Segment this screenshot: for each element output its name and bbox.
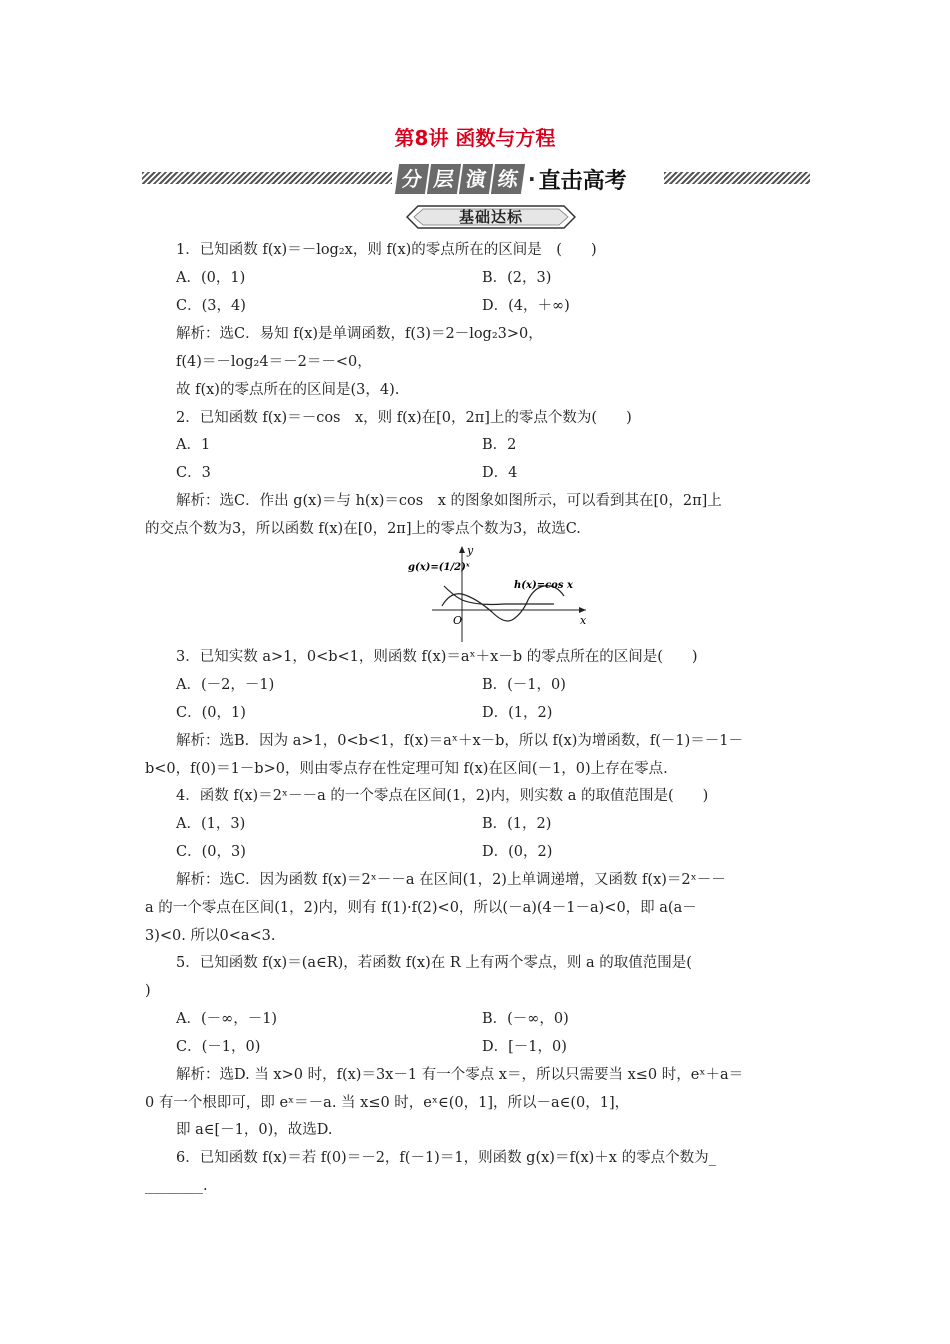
q2-solution-line: 的交点个数为3，所以函数 f(x)在[0，2π]上的零点个数为3，故选C. [145,521,581,537]
q3-solution-line: 解析：选B．因为 a>1，0<b<1，f(x)＝aˣ＋x－b，所以 f(x)为增函数，f(－1)＝－1－ [176,733,744,749]
q5-option-c: C．(－1，0) [176,1039,261,1055]
q1-option-b: B．(2，3) [482,270,552,286]
y-label: y [467,544,474,557]
q2-option-d: D．4 [482,465,518,481]
level-badge [406,205,576,229]
banner-stripe-left [142,172,392,184]
q4-option-b: B．(1，2) [482,816,552,832]
q3-option-c: C．(0，1) [176,705,246,721]
origin-label: O [453,614,463,627]
q3-option-b: B．(－1，0) [482,677,566,693]
q3-option-a: A．(－2，－1) [176,677,275,693]
q2-option-b: B．2 [482,437,517,453]
banner-text [397,162,627,196]
q3-stem: 3．已知实数 a>1，0<b<1，则函数 f(x)＝aˣ＋x－b 的零点所在的区间是( ) [176,649,698,665]
q5-solution-line: 0 有一个根即可，即 eˣ＝－a. 当 x≤0 时，eˣ∈(0，1]，所以－a∈(0，1]， [145,1095,630,1111]
banner-right: 直击高考 [538,168,627,194]
q4-solution-line: a 的一个零点在区间(1，2)内，则有 f(1)·f(2)<0，所以(－a)(4－1－a)<0，即 a(a－ [145,900,697,916]
q2-solution-line: 解析：选C．作出 g(x)＝与 h(x)＝cos x 的图象如图所示，可以看到其在[0，2π]上 [176,493,722,509]
x-label: x [580,614,587,627]
y-axis-arrow [459,546,465,553]
q6-stem: 6．已知函数 f(x)＝若 f(0)＝－2，f(－1)＝1，则函数 g(x)＝f(x)＋x 的零点个数为_ [176,1150,716,1166]
q5-option-d: D．[－1，0) [482,1039,567,1055]
banner-char: 演 [459,164,493,194]
q5-option-a: A．(－∞，－1) [176,1011,278,1027]
q1-option-c: C．(3，4) [176,298,246,314]
function-graph-figure [404,540,590,646]
q1-solution-line: f(4)＝－log₂4＝－2＝－<0， [176,354,372,370]
q4-option-a: A．(1，3) [176,816,246,832]
g-label: g(x)=(1/2)ˣ [408,562,470,573]
q3-option-d: D．(1，2) [482,705,553,721]
q4-option-d: D．(0，2) [482,844,553,860]
banner-char: 分 [395,164,429,194]
q5-stem: 5．已知函数 f(x)＝(a∈R)，若函数 f(x)在 R 上有两个零点，则 a 的取值范围是( [176,955,692,971]
q1-solution-line: 故 f(x)的零点所在的区间是(3，4). [176,382,400,398]
q2-option-a: A．1 [176,437,211,453]
q1-option-d: D．(4，＋∞) [482,298,570,314]
q6-answer-blank: ________. [145,1178,208,1194]
h-label: h(x)=cos x [514,580,573,591]
q1-option-a: A．(0，1) [176,270,246,286]
badge-label: 基础达标 [458,208,523,226]
q5-option-b: B．(－∞，0) [482,1011,569,1027]
q4-solution-line: 解析：选C．因为函数 f(x)＝2ˣ－－a 在区间(1，2)上单调递增，又函数 f(x)＝2ˣ－－ [176,872,726,888]
banner-char: 层 [427,164,461,194]
q2-stem: 2．已知函数 f(x)＝－cos x，则 f(x)在[0，2π]上的零点个数为( ) [176,410,632,426]
q5-solution-line: 即 a∈[－1，0)，故选D. [176,1122,333,1138]
q1-solution-line: 解析：选C．易知 f(x)是单调函数，f(3)＝2－log₂3>0， [176,326,543,342]
section-banner [142,160,810,200]
q1-stem: 1．已知函数 f(x)＝－log₂x，则 f(x)的零点所在的区间是 ( ) [176,242,597,258]
x-axis-arrow [579,607,586,613]
q4-stem: 4．函数 f(x)＝2ˣ－－a 的一个零点在区间(1，2)内，则实数 a 的取值范围是( ) [176,788,709,804]
q2-option-c: C．3 [176,465,211,481]
banner-char: 练 [491,164,525,194]
lesson-title: 第8讲 函数与方程 [394,126,556,150]
q4-option-c: C．(0，3) [176,844,246,860]
q5-solution-line: 解析：选D. 当 x>0 时，f(x)＝3x－1 有一个零点 x＝，所以只需要当 x≤0 时，eˣ＋a＝ [176,1067,744,1083]
banner-stripe-right [664,172,810,184]
q5-stem-continued: ) [145,983,151,999]
q3-solution-line: b<0，f(0)＝1－b>0，则由零点存在性定理可知 f(x)在区间(－1，0)上存在零点. [145,761,668,777]
q4-solution-line: 3)<0. 所以0<a<3. [145,928,276,944]
banner-dot: · [528,167,536,191]
